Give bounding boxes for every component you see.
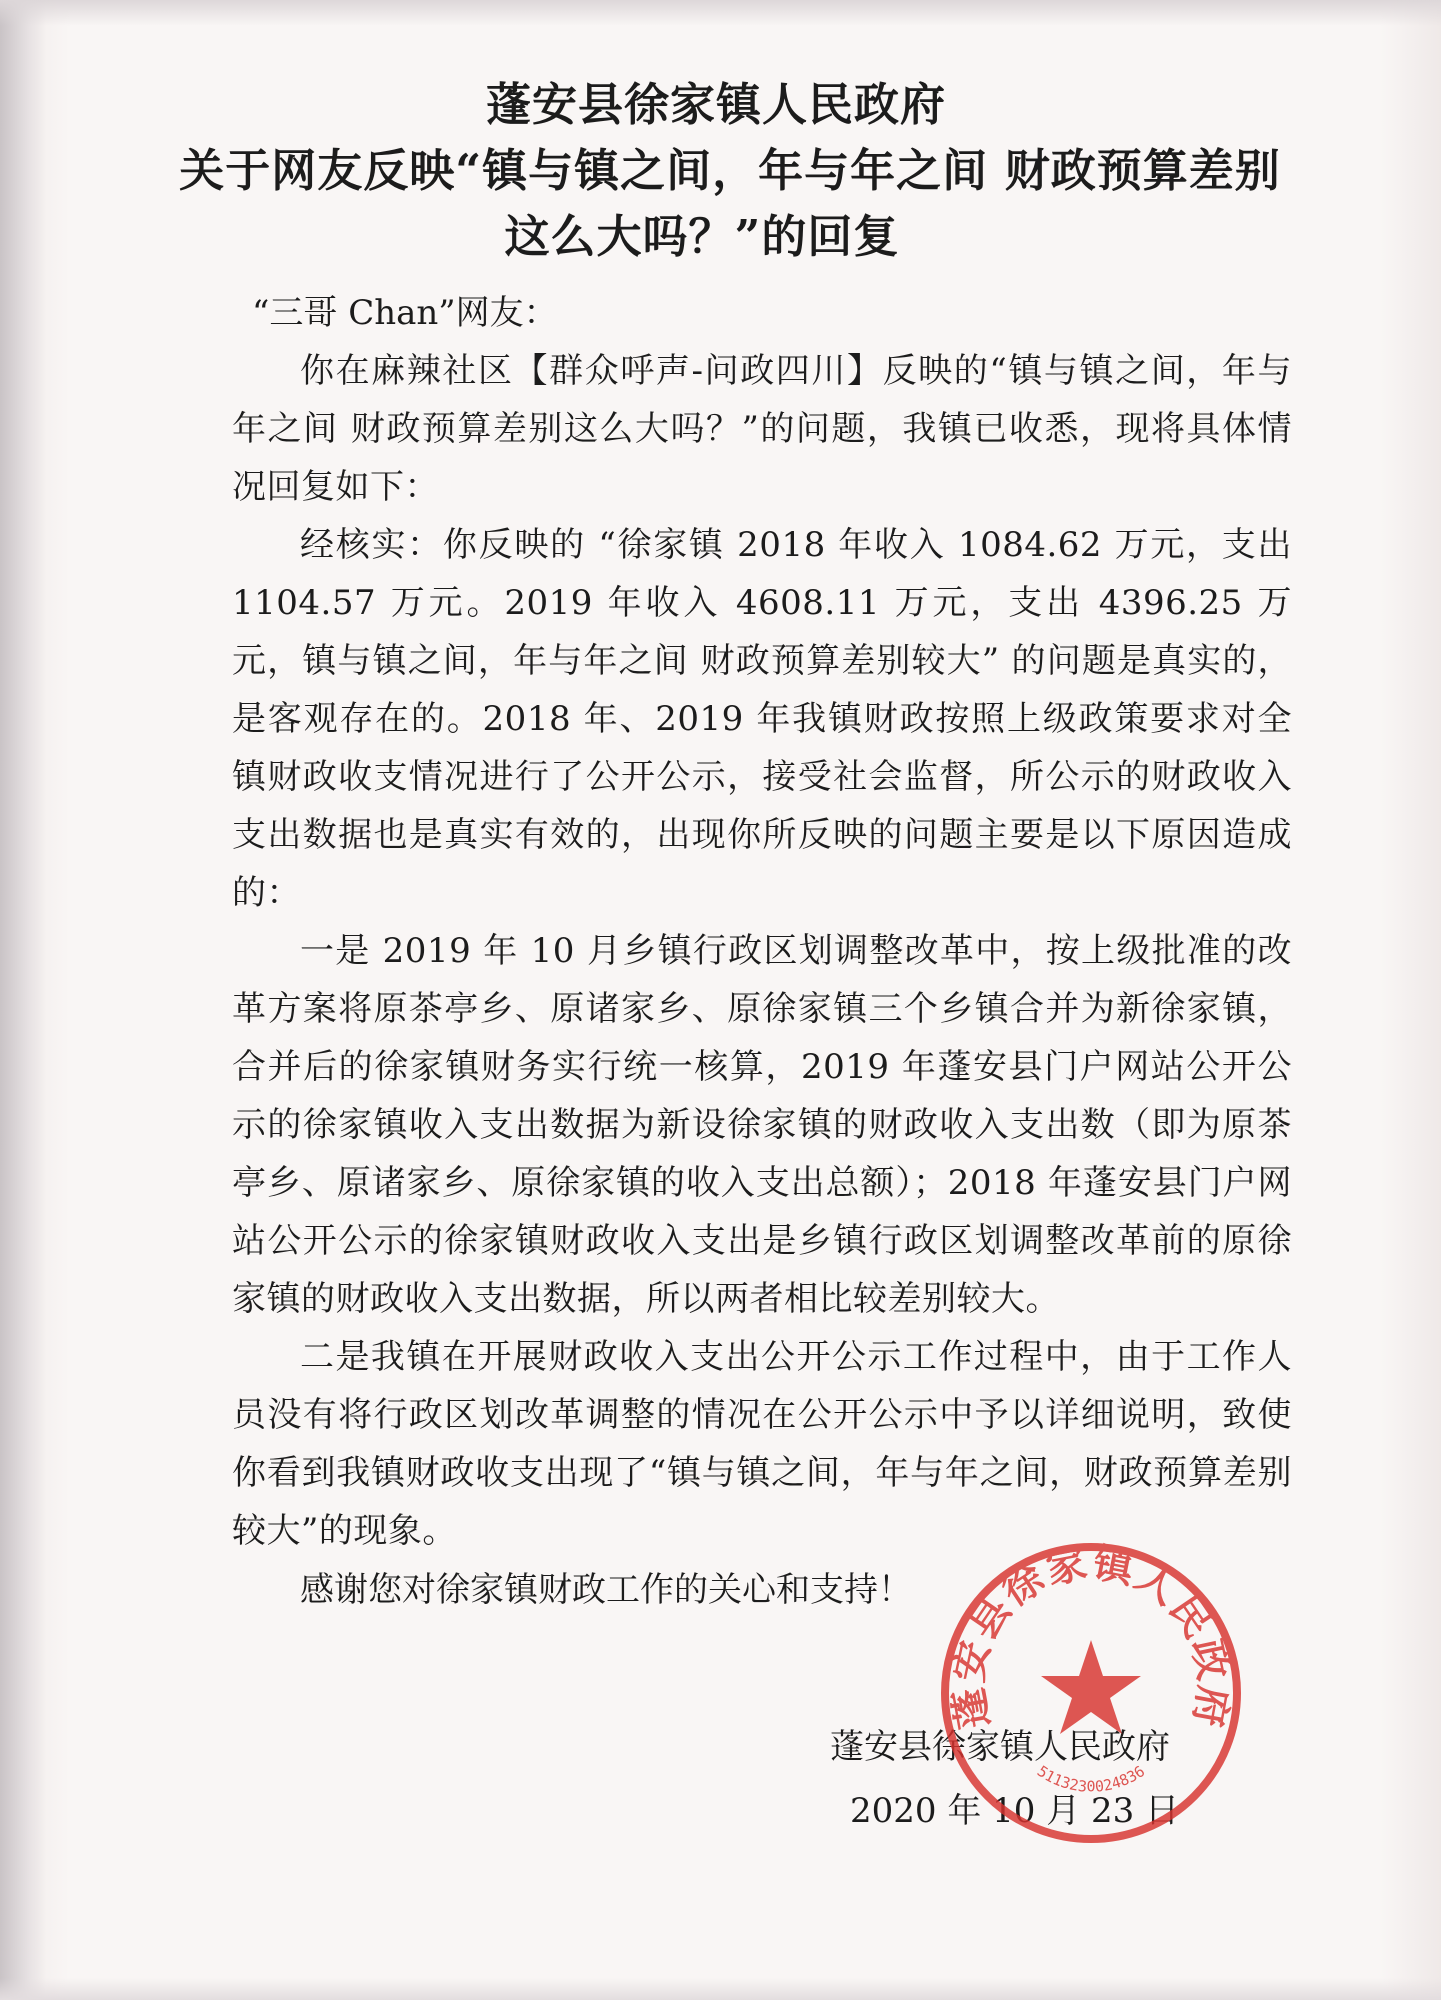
scan-shadow-top	[0, 0, 1441, 26]
signature-date: 2020 年 10 月 23 日	[850, 1791, 1180, 1831]
letter-body	[232, 284, 1292, 1620]
scan-shadow-left	[0, 0, 46, 2000]
title-line-3: 这么大吗？”的回复	[504, 210, 900, 263]
seal-text: 蓬安县徐家镇人民政府	[944, 1539, 1238, 1733]
scan-shadow-bottom	[0, 1978, 1441, 2000]
title-line-2: 关于网友反映“镇与镇之间，年与年之间 财政预算差别	[179, 144, 1281, 197]
paragraph-reason-one: 一是 2019 年 10 月乡镇行政区划调整改革中，按上级批准的改革方案将原茶亭乡、原诸家乡、原徐家镇三个乡镇合并为新徐家镇，合并后的徐家镇财务实行统一核算，2019 年蓬安县门户网站公开公示的徐家镇收入支出数据为新设徐家镇的财政收入支出数（即为原茶亭乡、原诸家乡、原徐家镇的收入支出总额）；2018 年蓬安县门户网站公开公示的徐家镇财政收入支出是乡镇行政区划调整改革前的原徐家镇的财政收入支出数据，所以两者相比较差别较大。	[232, 931, 1292, 1319]
title-line-1: 蓬安县徐家镇人民政府	[485, 78, 946, 131]
official-seal-stamp	[936, 1538, 1246, 1848]
signature-organization: 蓬安县徐家镇人民政府	[830, 1727, 1170, 1767]
paragraph-reason-two: 二是我镇在开展财政收入支出公开公示工作过程中，由于工作人员没有将行政区划改革调整的情况在公开公示中予以详细说明，致使你看到我镇财政收支出现了“镇与镇之间，年与年之间，财政预算差别较大”的现象。	[232, 1337, 1292, 1551]
salutation: “三哥 Chan”网友：	[252, 293, 558, 333]
seal-serial-number: 5113230024836	[1033, 1762, 1149, 1796]
document-title	[150, 72, 1310, 270]
paragraph-receipt: 你在麻辣社区【群众呼声-问政四川】反映的“镇与镇之间，年与年之间 财政预算差别这么大吗？”的问题，我镇已收悉，现将具体情况回复如下：	[232, 351, 1292, 507]
paragraph-verification: 经核实：你反映的 “徐家镇 2018 年收入 1084.62 万元，支出 1104.57 万元。2019 年收入 4608.11 万元，支出 4396.25 万元，镇与镇之间，年与年之间 财政预算差别较大” 的问题是真实的，是客观存在的。2018 年、2019 年我镇财政按照上级政策要求对全镇财政收支情况进行了公开公示，接受社会监督，所公示的财政收入支出数据也是真实有效的，出现你所反映的问题主要是以下原因造成的：	[232, 525, 1292, 913]
seal-star-icon	[1041, 1640, 1141, 1734]
closing-line: 感谢您对徐家镇财政工作的关心和支持！	[300, 1570, 912, 1610]
